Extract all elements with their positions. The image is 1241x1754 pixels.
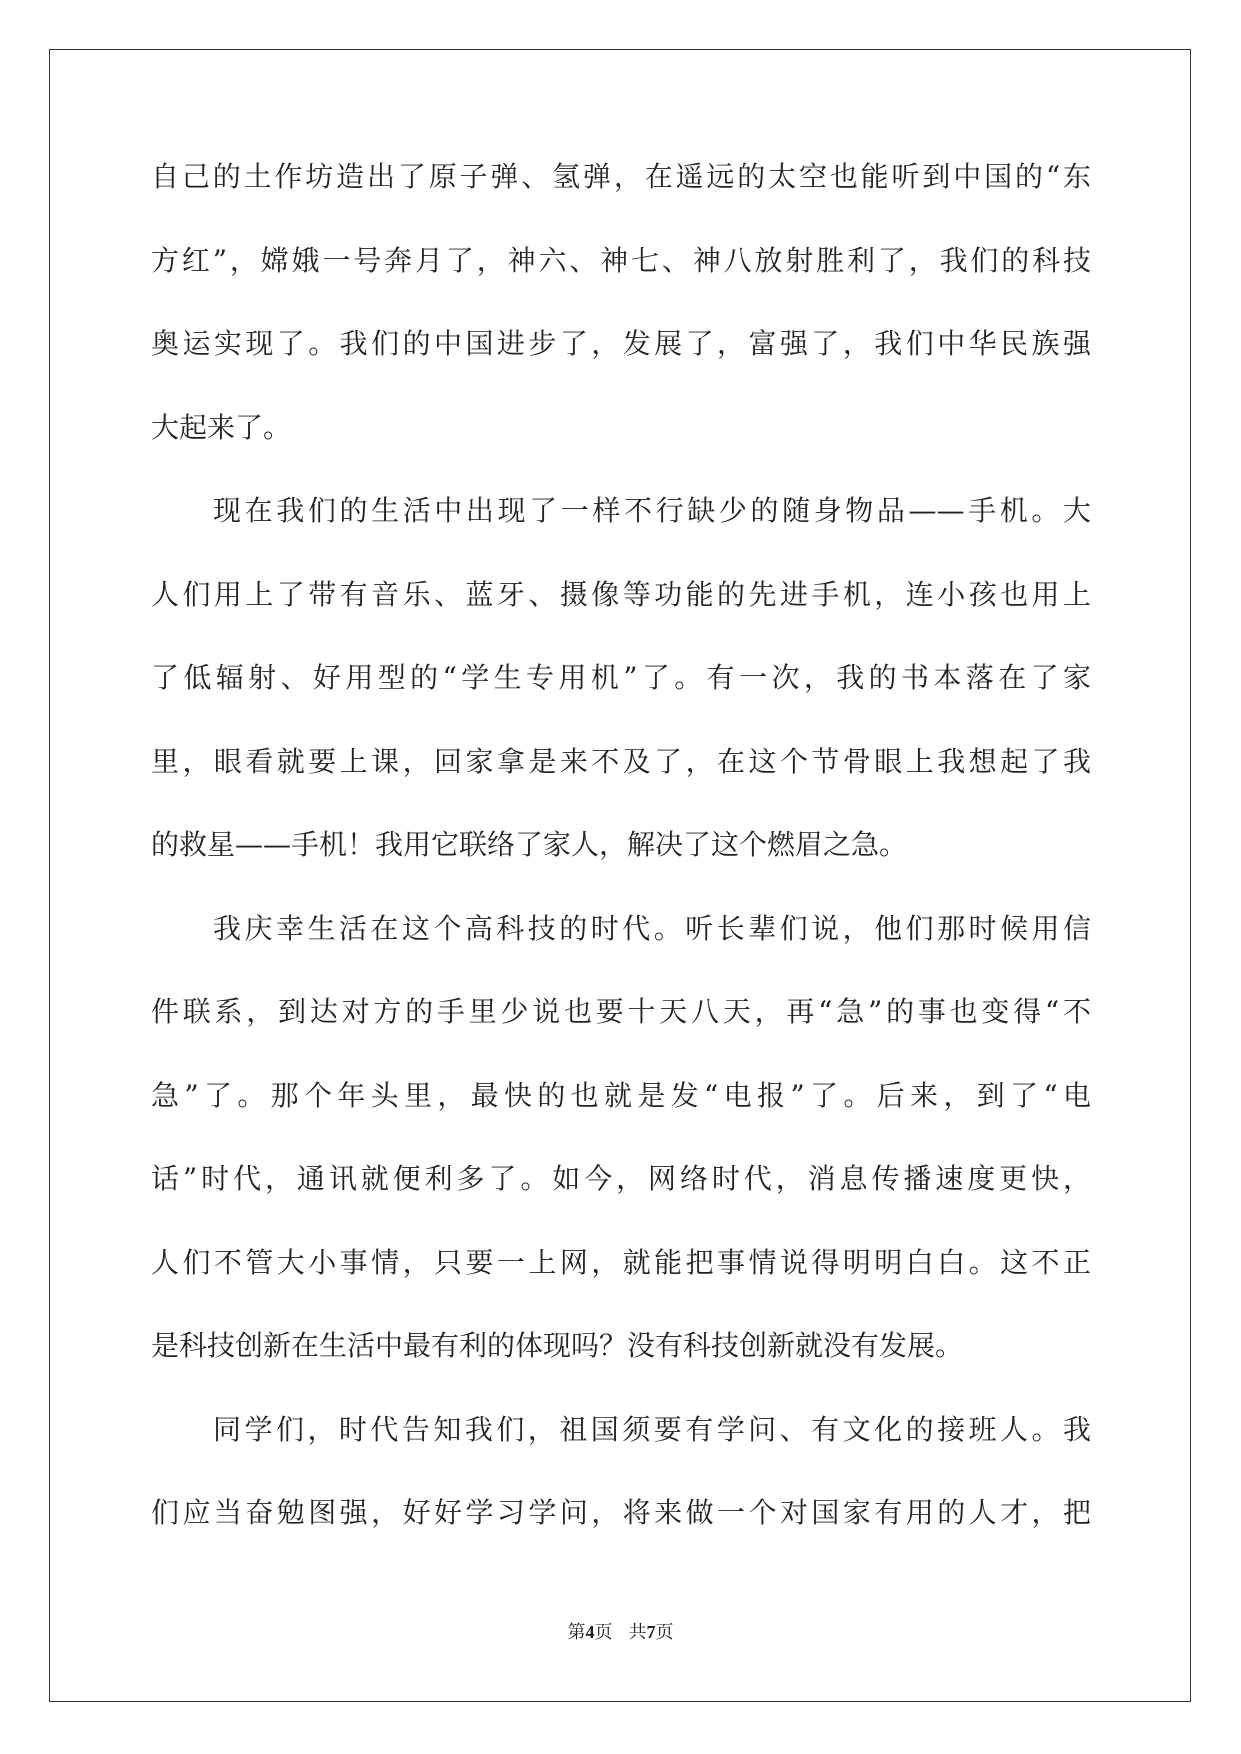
paragraph-first-line: 同学们，时代告知我们，祖国须要有学问、有文化的接班人。我 [213, 1412, 1091, 1446]
page-footer [0, 1621, 1241, 1643]
text-line: 们应当奋勉图强，好好学习学问，将来做一个对国家有用的人才，把 [151, 1496, 1091, 1529]
document-body [151, 160, 1091, 1583]
text-line: 是科技创新在生活中最有利的体现吗？没有科技创新就没有发展。 [151, 1329, 964, 1362]
text-line: 方红”，嫦娥一号奔月了，神六、神七、神八放射胜利了，我们的科技 [151, 243, 1091, 277]
text-line: 奥运实现了。我们的中国进步了，发展了，富强了，我们中华民族强 [151, 327, 1091, 360]
footer-prefix: 第 [567, 1622, 586, 1642]
total-pages: 7 [646, 1622, 656, 1642]
text-line: 急”了。那个年头里，最快的也就是发“电报”了。后来，到了“电 [151, 1078, 1091, 1112]
footer-page-suffix: 页 [594, 1622, 613, 1642]
text-line: 的救星——手机！我用它联络了家人，解决了这个燃眉之急。 [151, 828, 908, 861]
text-line: 了低辐射、好用型的“学生专用机”了。有一次，我的书本落在了家 [151, 661, 1091, 694]
paragraph-first-line: 我庆幸生活在这个高科技的时代。听长辈们说，他们那时候用信 [213, 911, 1091, 945]
text-line: 人们不管大小事情，只要一上网，就能把事情说得明明白白。这不正 [151, 1245, 1091, 1279]
text-line: 里，眼看就要上课，回家拿是来不及了，在这个节骨眼上我想起了我 [151, 744, 1091, 778]
footer-total-prefix: 共 [628, 1622, 647, 1642]
text-line: 人们用上了带有音乐、蓝牙、摄像等功能的先进手机，连小孩也用上 [151, 577, 1091, 611]
footer-total-suffix: 页 [655, 1622, 674, 1642]
text-line: 件联系，到达对方的手里少说也要十天八天，再“急”的事也变得“不 [151, 995, 1091, 1028]
page-number: 4 [585, 1622, 595, 1642]
text-line: 话”时代，通讯就便利多了。如今，网络时代，消息传播速度更快， [151, 1162, 1091, 1195]
text-line: 大起来了。 [151, 410, 292, 444]
paragraph-first-line: 现在我们的生活中出现了一样不行缺少的随身物品——手机。大 [213, 494, 1091, 527]
text-line: 自己的土作坊造出了原子弹、氢弹，在遥远的太空也能听到中国的“东 [151, 160, 1091, 193]
